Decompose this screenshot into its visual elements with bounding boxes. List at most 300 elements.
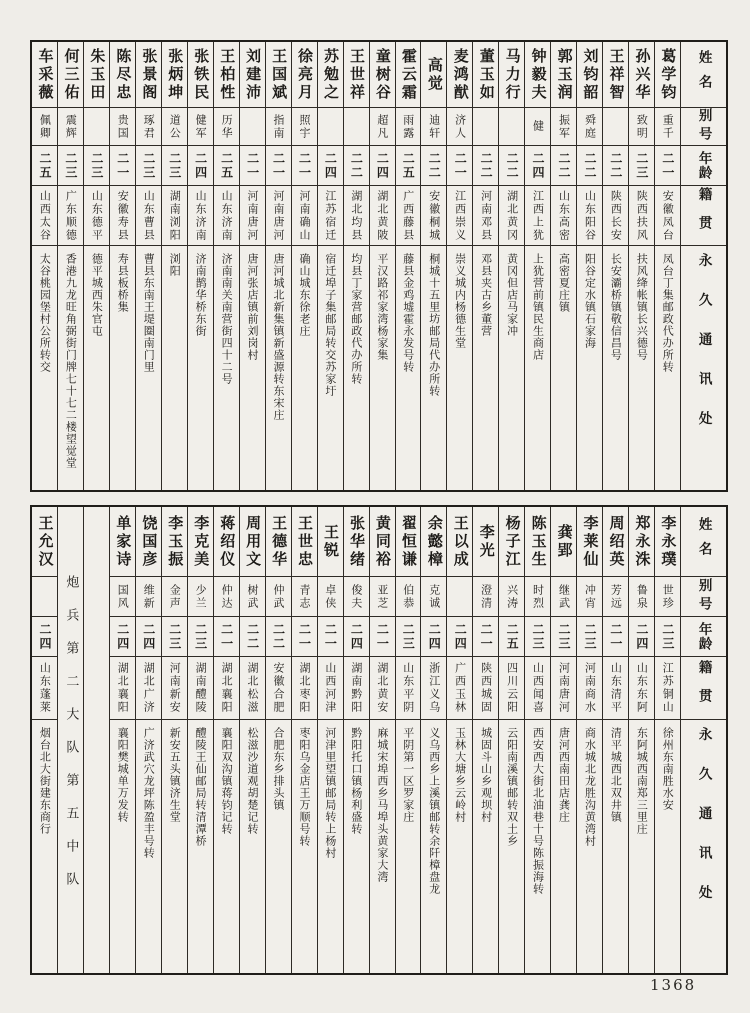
name-text: 周用文 [244,514,263,569]
name-text: 车采薇 [36,47,55,102]
native-text: 江西上犹 [531,189,545,242]
age-cell [577,617,602,657]
name-text: 董玉如 [477,47,496,102]
address-cell [421,720,446,973]
native-text: 湖北广济 [142,662,156,714]
name-cell [370,42,395,108]
native-cell [525,186,550,246]
name-text: 龚郢 [555,523,574,560]
age-cell [551,146,576,186]
name-text: 蒋绍仪 [218,514,237,569]
address-cell [655,246,680,490]
address-cell [240,720,265,973]
age-cell [188,617,213,657]
address-cell [525,720,550,973]
address-cell [32,246,57,490]
name-text: 高觉 [425,56,444,93]
person-column [654,507,680,973]
age-cell [110,146,135,186]
native-text: 湖南浏阳 [168,189,182,242]
address-text: 城固斗山乡观坝村 [479,727,493,823]
alias-cell [473,577,498,617]
native-text: 湖南醴陵 [194,662,208,714]
native-cell [188,657,213,720]
address-text: 枣阳乌金店王万顺号转 [297,727,311,847]
name-cell [603,507,628,577]
address-cell [655,720,680,973]
native-cell [473,186,498,246]
native-text: 江苏铜山 [661,662,675,714]
address-text: 寿县板桥集 [116,253,130,313]
person-column [239,42,265,490]
alias-cell [162,108,187,146]
age-text: 二二 [557,151,571,180]
name-cell [421,42,446,108]
address-text: 唐河张店镇前刘岗村 [246,253,260,361]
name-cell [110,507,135,577]
name-cell [84,42,109,108]
alias-cell [136,108,161,146]
address-cell [84,246,109,490]
name-cell [551,507,576,577]
name-text: 陈玉生 [529,514,548,569]
age-cell [214,617,239,657]
address-cell [447,720,472,973]
native-cell [447,186,472,246]
age-cell [266,617,291,657]
age-text: 二三 [89,151,104,180]
alias-cell [577,577,602,617]
native-text: 山西太谷 [38,189,52,242]
alias-text: 致明 [635,113,649,140]
alias-cell [499,108,524,146]
native-cell [214,186,239,246]
person-column [265,42,291,490]
alias-text: 芳远 [609,583,623,610]
native-cell [629,186,654,246]
native-cell [396,657,421,720]
name-text: 周绍英 [607,514,626,569]
person-column [395,507,421,973]
address-text: 义乌西乡上溪镇邮转余阡樟盘龙 [427,727,441,895]
header-cell-alias [681,577,726,617]
native-cell [577,186,602,246]
address-cell [188,720,213,973]
native-cell [655,186,680,246]
address-text: 均县丁家营邮政代办所转 [349,253,363,385]
address-cell [344,720,369,973]
native-cell [58,186,83,246]
age-cell [344,617,369,657]
alias-cell [629,577,654,617]
native-cell [396,186,421,246]
address-text: 邓县夹古乡董营 [479,253,493,337]
name-text: 张铁民 [192,47,211,102]
name-text: 郭玉润 [555,47,574,102]
name-text: 王世忠 [296,514,315,569]
address-cell [396,720,421,973]
native-text: 安徽合肥 [272,662,285,714]
age-cell [292,617,317,657]
age-text: 二三 [63,151,78,180]
native-cell [188,186,213,246]
native-cell [292,657,317,720]
address-cell [188,246,213,490]
person-column [628,507,654,973]
alias-cell [188,108,213,146]
native-cell [603,657,628,720]
header-cell-address [681,720,726,973]
alias-cell [84,108,109,146]
native-text: 河南新安 [168,662,182,714]
alias-text: 时烈 [531,583,545,610]
alias-cell [58,108,83,146]
age-text: 二一 [115,151,130,180]
native-text: 山东高密 [557,189,571,242]
address-text: 新安五头镇济生堂 [168,727,182,823]
address-cell [499,720,524,973]
native-cell [655,657,680,720]
native-text: 四川云阳 [505,662,519,714]
native-text: 山东济南 [220,189,234,242]
unit-heading-column [57,507,83,973]
alias-text: 兴涛 [505,583,519,610]
alias-text: 雨露 [401,113,415,140]
native-cell [240,186,265,246]
alias-text: 澄清 [479,583,493,610]
address-cell [136,720,161,973]
name-text: 王允汉 [36,514,55,569]
alias-cell [266,577,291,617]
person-column [187,507,213,973]
address-cell [577,720,602,973]
age-cell [603,146,628,186]
header-cell-age [681,146,726,186]
age-text: 二二 [349,151,364,180]
alias-cell [525,577,550,617]
native-text: 广西藤县 [401,189,415,242]
person-column [265,507,291,973]
native-text: 安徽寿县 [116,189,130,242]
address-text: 襄阳樊城单万发转 [116,727,130,823]
alias-cell [603,108,628,146]
native-cell [344,657,369,720]
header-label-alias: 别号 [695,578,712,615]
age-cell [32,146,57,186]
address-text: 扶风绛帐镇长兴德号 [635,253,649,361]
address-cell [136,246,161,490]
person-column [32,507,57,973]
name-text: 黄同裕 [373,514,392,569]
age-text: 二三 [557,622,571,651]
address-cell [551,720,576,973]
name-cell [396,507,421,577]
name-cell [240,507,265,577]
age-text: 二一 [271,151,286,180]
native-cell [344,186,369,246]
address-text: 东阿城西南郑三里庄 [635,727,649,835]
address-text: 平汉路祁家湾杨家集 [375,253,389,361]
name-cell [344,42,369,108]
age-text: 二四 [634,622,649,651]
age-text: 二二 [582,151,597,180]
address-text: 清平城西北双井镇 [609,727,623,823]
name-cell [136,507,161,577]
age-text: 二一 [245,151,260,180]
alias-cell [655,577,680,617]
age-cell [473,617,498,657]
name-cell [344,507,369,577]
age-text: 二二 [479,151,494,180]
person-column [369,507,395,973]
alias-cell [421,577,446,617]
alias-text: 历华 [220,113,234,140]
native-cell [447,657,472,720]
native-cell [421,657,446,720]
person-column [343,507,369,973]
header-column [680,42,726,490]
name-text: 苏勉之 [322,47,340,102]
alias-text: 伯恭 [401,583,415,610]
native-cell [266,186,291,246]
address-cell [266,720,291,973]
person-column [213,507,239,973]
address-text: 西安西大街北油巷十号陈振海转 [531,727,545,895]
alias-text: 指南 [272,113,285,140]
age-cell [473,146,498,186]
alias-text: 震辉 [64,113,78,140]
alias-text: 卓侠 [323,583,337,610]
person-column [395,42,421,490]
native-cell [214,657,239,720]
native-text: 山东东阿 [635,662,649,714]
header-cell-native_place [681,186,726,246]
alias-cell [344,577,369,617]
address-text: 太谷桃园堡村公所转交 [38,253,52,373]
alias-text: 琢君 [142,113,156,140]
address-text: 襄阳双沟镇蒋钧记转 [220,727,234,835]
native-text: 湖北黄冈 [505,189,519,242]
native-cell [551,657,576,720]
name-text: 王祥智 [607,47,626,102]
name-cell [577,42,602,108]
name-cell [318,42,343,108]
age-text: 二一 [323,622,338,651]
name-text: 童树谷 [373,47,392,102]
alias-cell [110,108,135,146]
age-text: 二一 [297,151,312,180]
age-text: 二二 [427,151,442,180]
native-text: 湖北黄安 [375,662,389,714]
person-column [602,507,628,973]
address-cell [473,720,498,973]
address-cell [162,720,187,973]
address-cell [447,246,472,490]
name-cell [396,42,421,108]
person-column [109,42,135,490]
address-text: 宿迁埠子集邮局转交苏家圩 [323,253,337,397]
name-cell [473,507,498,577]
alias-cell [214,108,239,146]
name-cell [525,507,550,577]
address-cell [266,246,291,490]
address-cell [58,246,83,490]
alias-text: 照宇 [297,113,311,140]
native-text: 安徽桐城 [427,189,441,242]
age-cell [266,146,291,186]
alias-text: 佩卿 [38,113,52,140]
alias-cell [214,577,239,617]
address-text: 黄冈但店马家冲 [505,253,519,337]
person-column [446,42,472,490]
name-text: 王世祥 [347,47,366,102]
address-cell [525,246,550,490]
name-text: 单家诗 [114,514,133,569]
native-text: 陕西城固 [479,662,493,714]
alias-text: 迪轩 [427,113,441,140]
age-cell [214,146,239,186]
age-cell [525,146,550,186]
native-text: 河南唐河 [272,189,285,242]
name-text: 葛学钧 [659,47,678,102]
native-text: 山东德平 [90,189,104,242]
age-text: 二二 [608,151,623,180]
name-cell [551,42,576,108]
native-cell [32,657,57,720]
person-column [187,42,213,490]
address-text: 烟台北大街建东商行 [38,727,52,835]
address-cell [577,246,602,490]
alias-text: 健 [531,120,545,133]
native-text: 山东平阴 [401,662,415,714]
person-column [446,507,472,973]
address-cell [370,720,395,973]
native-text: 河南商水 [583,662,597,714]
age-cell [162,146,187,186]
age-cell [162,617,187,657]
age-cell [655,146,680,186]
name-text: 杨子江 [503,514,522,569]
alias-cell [188,577,213,617]
age-text: 二四 [141,622,156,651]
native-cell [370,657,395,720]
address-text: 醴陵王仙邮局转清潭桥 [194,727,208,847]
alias-cell [551,577,576,617]
native-cell [266,657,291,720]
age-text: 二二 [245,622,260,651]
name-text: 刘建沛 [244,47,263,102]
person-column [161,507,187,973]
address-text: 河津里望镇邮局转上杨村 [323,727,337,859]
age-cell [240,146,265,186]
alias-cell [370,577,395,617]
native-cell [551,186,576,246]
alias-cell [370,108,395,146]
age-cell [396,146,421,186]
name-cell [162,507,187,577]
name-text: 王以成 [451,514,470,569]
name-cell [525,42,550,108]
header-label-age: 年龄 [695,622,712,651]
native-cell [110,186,135,246]
native-cell [32,186,57,246]
header-label-native_place: 籍贯 [695,659,712,717]
age-cell [447,617,472,657]
age-text: 二一 [608,622,623,651]
age-cell [396,617,421,657]
native-cell [292,186,317,246]
name-cell [58,42,83,108]
address-cell [292,720,317,973]
native-text: 江苏宿迁 [323,189,337,242]
name-text: 饶国彦 [140,514,159,569]
address-text: 高密夏庄镇 [557,253,571,313]
native-text: 河南唐河 [246,189,260,242]
address-cell [292,246,317,490]
alias-cell [525,108,550,146]
native-cell [110,657,135,720]
name-cell [318,507,343,577]
alias-cell [603,577,628,617]
address-text: 阳谷定水镇石家海 [583,253,597,349]
name-cell [603,42,628,108]
name-cell [32,507,57,577]
person-column [109,507,135,973]
name-text: 钟毅夫 [529,47,548,102]
person-column [628,42,654,490]
age-text: 二五 [505,622,520,651]
age-cell [240,617,265,657]
address-text: 香港九龙旺角弼街门牌七十七二楼望觉堂 [64,253,78,469]
native-cell [525,657,550,720]
person-column [291,42,317,490]
alias-text: 鲁泉 [635,583,649,610]
page-number: 1368 [650,976,697,994]
address-cell [499,246,524,490]
address-cell [32,720,57,973]
age-text: 二三 [401,622,416,651]
header-label-address: 永久通讯处 [695,253,712,451]
name-cell [214,42,239,108]
alias-text: 冲宵 [583,583,597,610]
native-cell [370,186,395,246]
name-cell [447,507,472,577]
age-text: 二一 [660,151,675,180]
name-text: 徐亮月 [296,47,315,102]
name-cell [473,42,498,108]
person-column [498,507,524,973]
age-cell [84,146,109,186]
native-cell [84,186,109,246]
address-text: 上犹营前镇民生商店 [531,253,545,361]
header-label-name: 姓名 [695,517,712,566]
native-text: 陕西长安 [609,189,623,242]
age-text: 二一 [479,622,494,651]
native-cell [603,186,628,246]
person-column [291,507,317,973]
alias-cell [292,108,317,146]
alias-cell [655,108,680,146]
person-column [213,42,239,490]
address-text: 曹县东南王堤圈南门里 [142,253,156,373]
age-cell [370,617,395,657]
age-cell [318,146,343,186]
alias-cell [447,108,472,146]
age-text: 二一 [375,622,390,651]
name-cell [370,507,395,577]
age-text: 二三 [634,151,649,180]
age-text: 二一 [297,622,312,651]
